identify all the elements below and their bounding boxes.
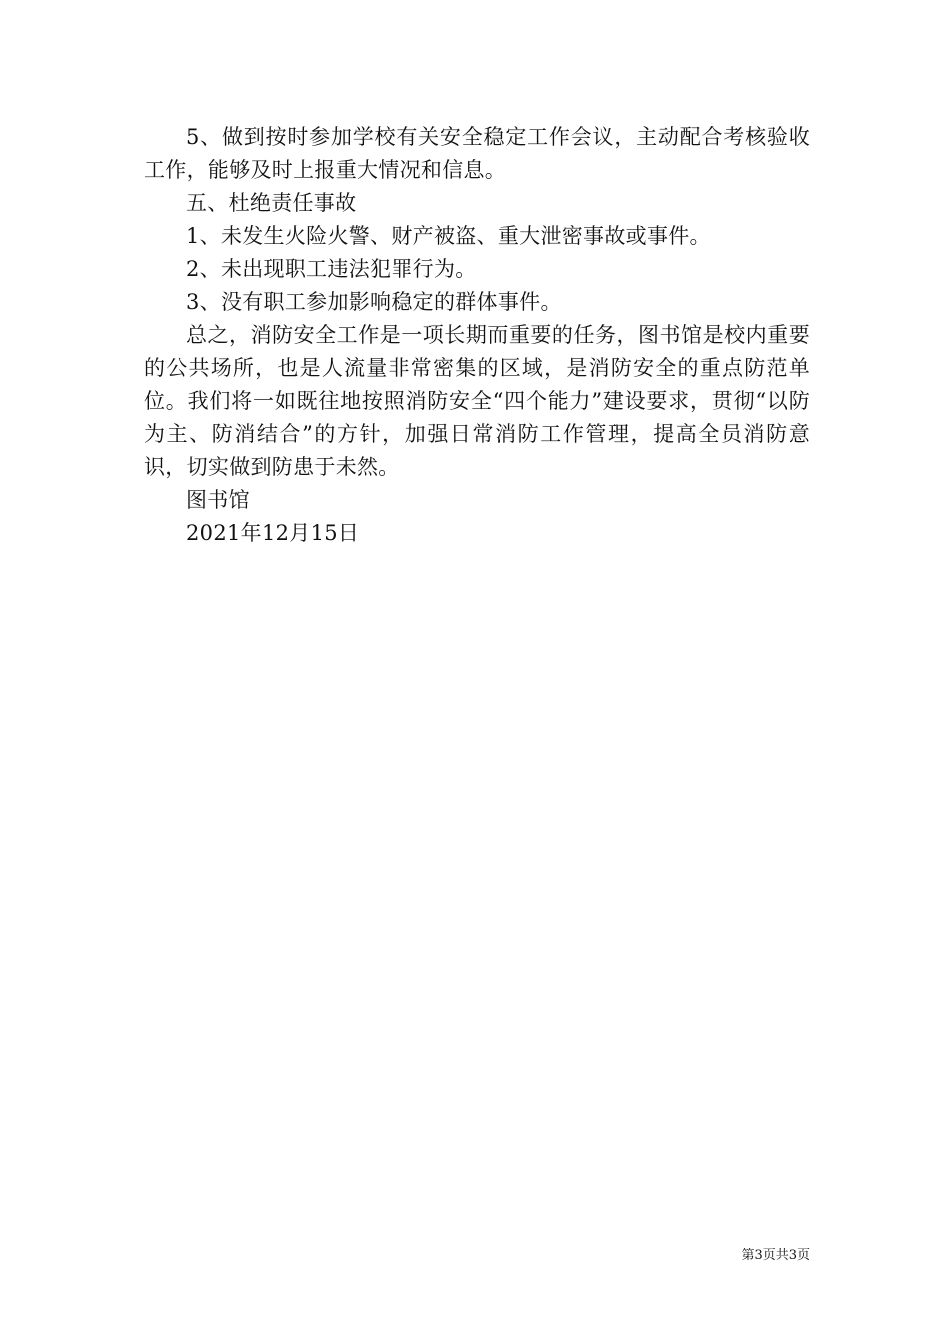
- list-item-3: 3、没有职工参加影响稳定的群体事件。: [186, 290, 562, 314]
- summary-paragraph: 总之，消防安全工作是一项长期而重要的任务，图书馆是校内重要的公共场所，也是人流量非常密集的区域，是消防安全的重点防范单位。我们将一如既往地按照消防安全“四个能力”建设要求，贯彻“以防为主、防消结合”的方针，加强日常消防工作管理，提高全员消防意识，切实做到防患于未然。: [144, 323, 810, 479]
- signature-date: 2021年12月15日: [186, 521, 360, 545]
- document-body: [144, 121, 810, 550]
- signature-organization: 图书馆: [186, 488, 250, 512]
- list-item-1: 1、未发生火险火警、财产被盗、重大泄密事故或事件。: [186, 224, 711, 248]
- paragraph-item-5: 5、做到按时参加学校有关安全稳定工作会议，主动配合考核验收工作，能够及时上报重大情况和信息。: [144, 125, 810, 182]
- page-number-footer: 第3页共3页: [741, 1248, 810, 1263]
- section-heading-5: 五、杜绝责任事故: [186, 191, 357, 215]
- list-item-2: 2、未出现职工违法犯罪行为。: [186, 257, 477, 281]
